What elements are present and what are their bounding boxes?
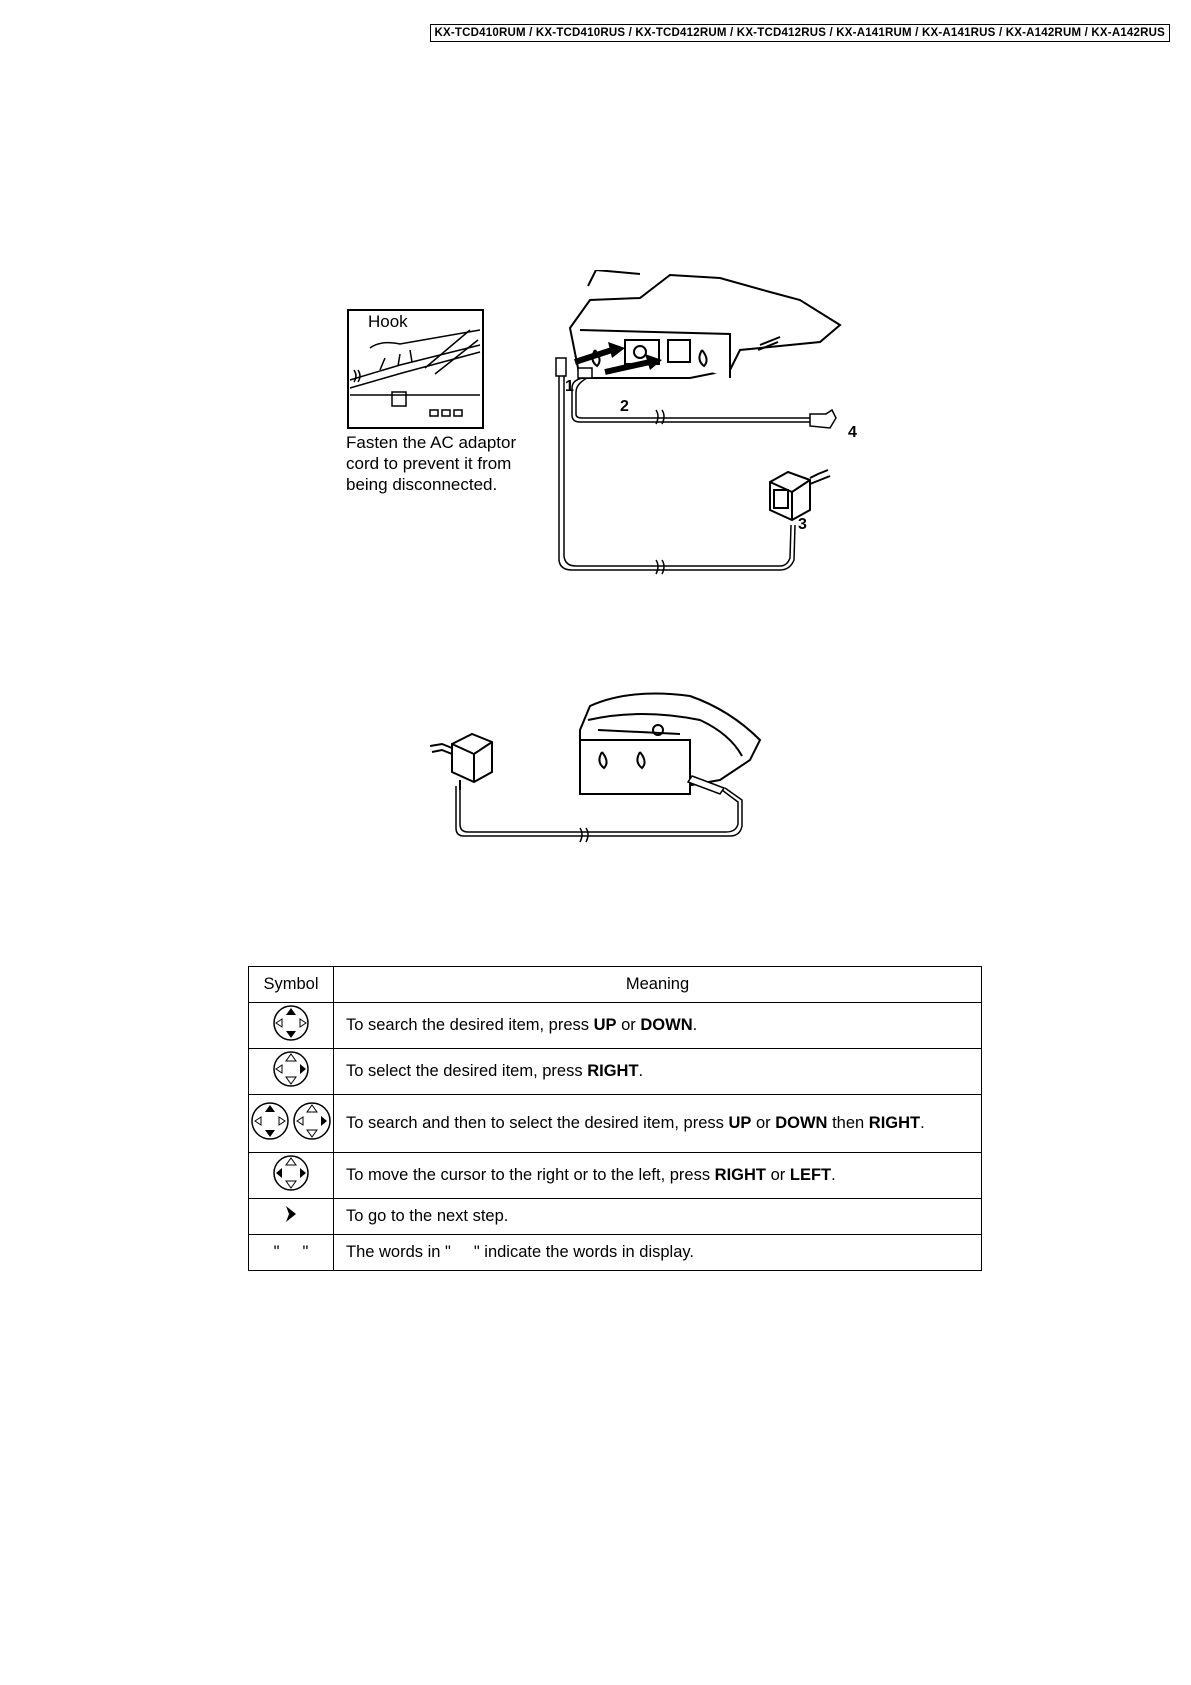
table-row (249, 1049, 982, 1095)
callout-4: 4 (848, 424, 857, 441)
hook-label: Hook (368, 312, 408, 331)
base-unit-connection-figure (340, 270, 900, 590)
callout-3: 3 (798, 516, 807, 533)
callout-1: 1 (565, 378, 574, 395)
table-row (249, 1153, 982, 1199)
navigator-up-down-icon (249, 1003, 334, 1049)
column-header-meaning: Meaning (334, 967, 982, 1003)
callout-2: 2 (620, 398, 629, 415)
meaning-cell: To go to the next step. (334, 1199, 982, 1235)
meaning-cell: The words in " " indicate the words in display. (334, 1235, 982, 1271)
charger-adaptor-drawing (430, 734, 492, 790)
next-step-arrow-icon (249, 1199, 334, 1235)
figure1-caption: Fasten the AC adaptor cord to prevent it from being disconnected. (346, 433, 517, 494)
adaptor-cord (556, 358, 795, 574)
quote-marks-symbol: " " (249, 1235, 334, 1271)
meaning-cell: To move the cursor to the right or to the left, press RIGHT or LEFT. (334, 1153, 982, 1199)
charger-unit-drawing (580, 694, 760, 794)
charger-connection-figure (430, 690, 790, 850)
table-row (249, 1235, 982, 1271)
meaning-cell: To search the desired item, press UP or DOWN. (334, 1003, 982, 1049)
symbol-meaning-table (248, 966, 982, 1271)
column-header-symbol: Symbol (249, 967, 334, 1003)
base-unit-drawing (570, 270, 840, 378)
table-row (249, 1095, 982, 1153)
navigator-right-icon (249, 1049, 334, 1095)
navigator-up-down-then-right-icon (249, 1095, 334, 1153)
ac-adaptor-drawing (770, 470, 830, 520)
meaning-cell: To select the desired item, press RIGHT. (334, 1049, 982, 1095)
table-row (249, 1199, 982, 1235)
table-row (249, 1003, 982, 1049)
navigator-left-right-icon (249, 1153, 334, 1199)
meaning-cell: To search and then to select the desired item, press UP or DOWN then RIGHT. (334, 1095, 982, 1153)
model-header: KX-TCD410RUM / KX-TCD410RUS / KX-TCD412RUM / KX-TCD412RUS / KX-A141RUM / KX-A141RUS / KX-A142RUM / KX-A142RUS (430, 24, 1170, 42)
table-header-row (249, 967, 982, 1003)
